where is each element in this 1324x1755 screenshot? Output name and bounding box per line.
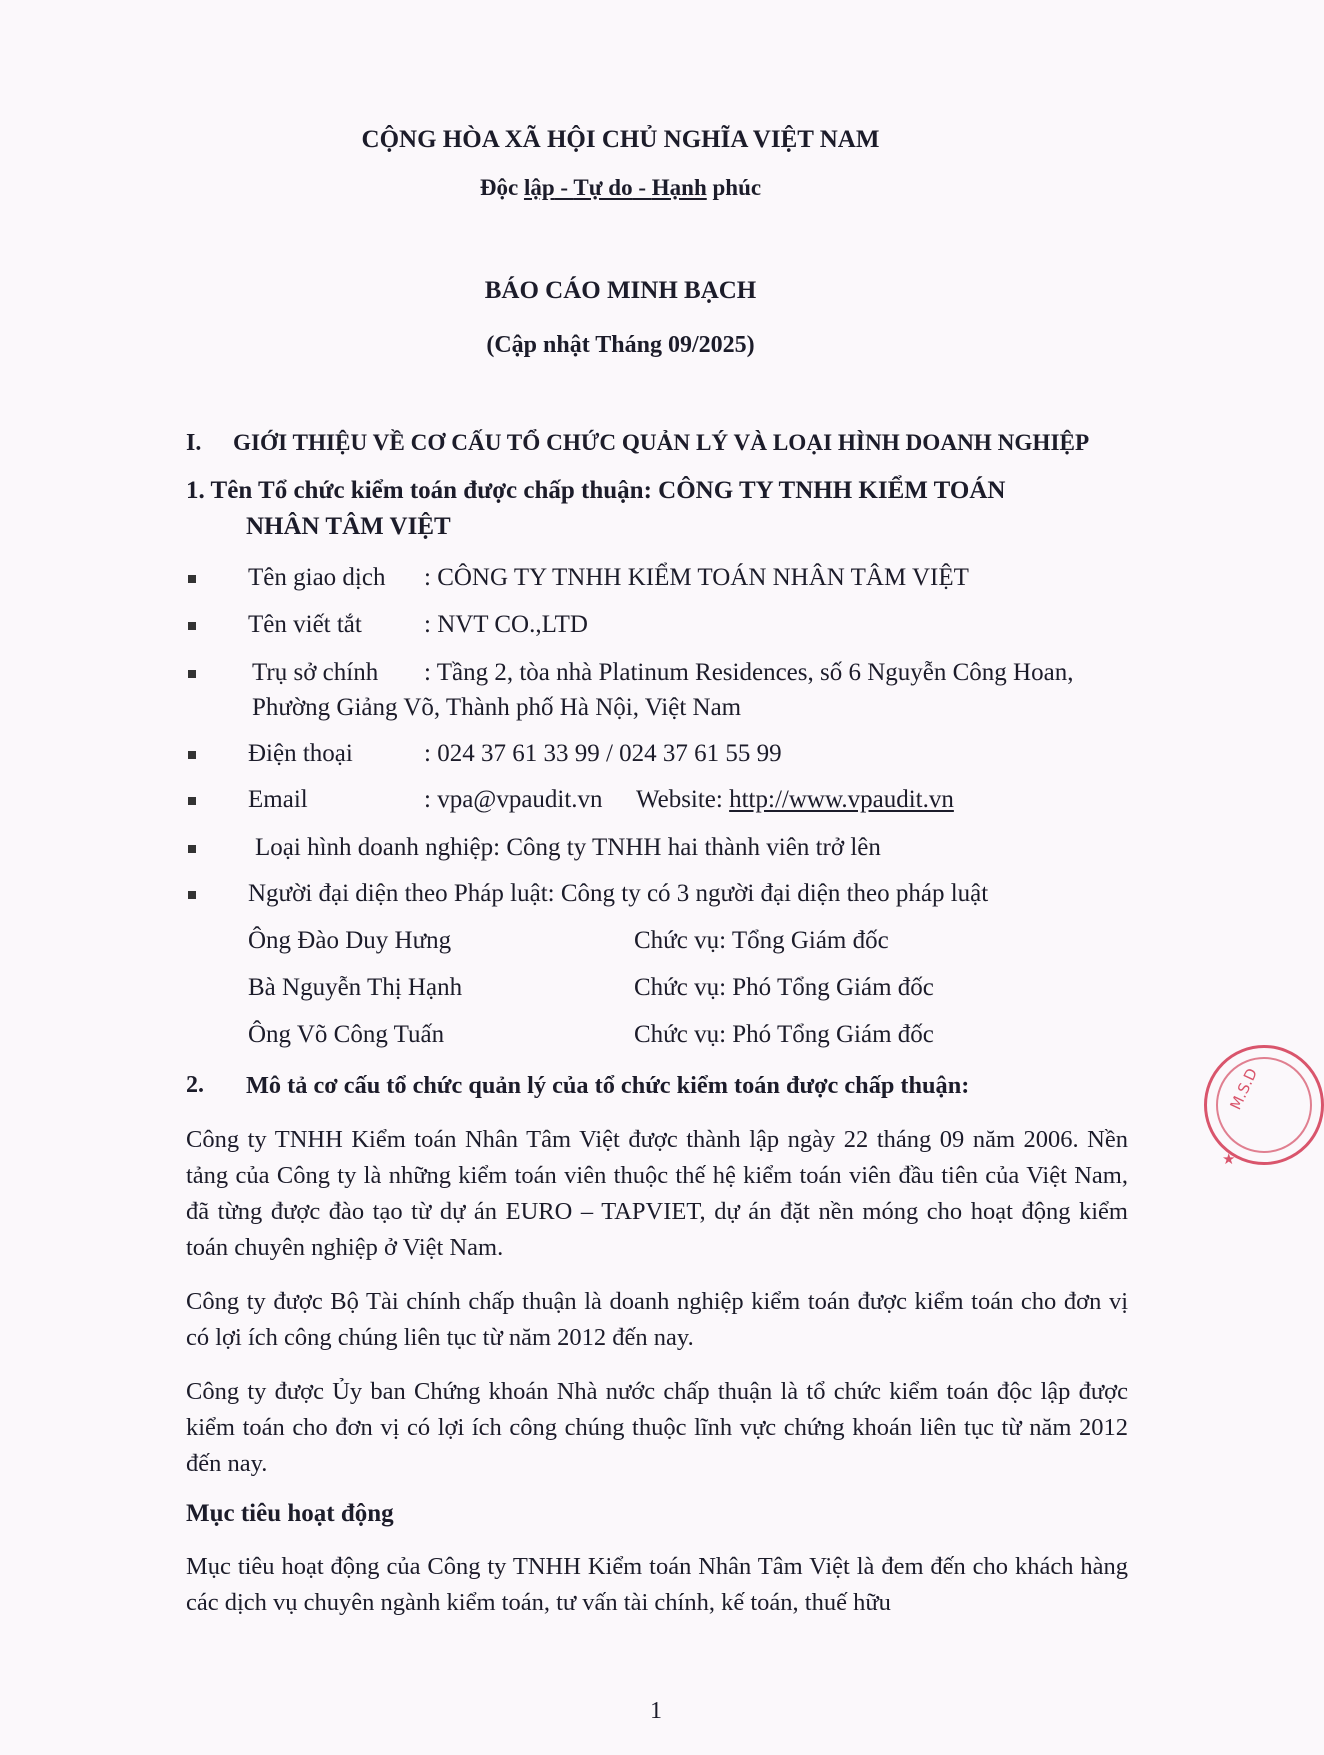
representative-position: Chức vụ: Tổng Giám đốc [634,927,889,954]
field-label: Trụ sở chính [252,659,379,686]
bullet-icon [188,797,196,805]
website-field [636,786,954,814]
website-label: Website: [636,786,730,813]
field-label: Email [248,786,308,813]
representative-name: Ông Đào Duy Hưng [248,927,452,954]
motto-part: phúc [706,175,762,200]
bullet-icon [188,670,196,678]
field-value-cont: Phường Giảng Võ, Thành phố Hà Nội, Việt Nam [252,694,742,721]
section-heading: GIỚI THIỆU VỀ CƠ CẤU TỔ CHỨC QUẢN LÝ VÀ LOẠI HÌNH DOANH NGHIỆP [233,430,1090,456]
paragraph: Mục tiêu hoạt động của Công ty TNHH Kiểm toán Nhân Tâm Việt là đem đến cho khách hàng các dịch vụ chuyên ngành kiểm toán, tư vấn tài chính, kế toán, thuế hữu [186,1553,1128,1616]
representative-name: Bà Nguyễn Thị Hạnh [248,974,463,1001]
field-value: : Tầng 2, tòa nhà Platinum Residences, số 6 Nguyễn Công Hoan, [424,659,1074,686]
bullet-icon [188,751,196,759]
paragraph: Công ty được Ủy ban Chứng khoán Nhà nước chấp thuận là tổ chức kiểm toán độc lập được kiểm toán cho đơn vị có lợi ích công chúng thuộc lĩnh vực chứng khoán liên tục từ năm 2012 đến nay. [186,1378,1128,1477]
seal-text: M.S.D [1226,1065,1262,1113]
nation-title: CỘNG HÒA XÃ HỘI CHỦ NGHĨA VIỆT NAM [361,126,880,153]
field-value: : vpa@vpaudit.vn [424,786,603,813]
item2-number: 2. [186,1072,204,1098]
business-type: Loại hình doanh nghiệp: Công ty TNHH hai thành viên trở lên [255,834,881,861]
motto-part: - [632,175,652,200]
document-title: BÁO CÁO MINH BẠCH [484,277,757,304]
subsection-heading: Mục tiêu hoạt động [186,1500,394,1527]
seal-star-icon: ★ [1222,1150,1236,1168]
item1-heading: 1. Tên Tổ chức kiểm toán được chấp thuận: CÔNG TY TNHH KIỂM TOÁN [186,477,1006,504]
national-motto [0,175,1241,201]
bullet-icon [188,575,196,583]
paragraph: Công ty được Bộ Tài chính chấp thuận là doanh nghiệp kiểm toán được kiểm toán cho đơn vị có lợi ích công chúng liên tục từ năm 2012 đến nay. [186,1288,1128,1351]
document-subtitle: (Cập nhật Tháng 09/2025) [486,332,755,358]
bullet-icon [188,622,196,630]
motto-part: - [554,175,574,200]
paragraph: Công ty TNHH Kiểm toán Nhân Tâm Việt được thành lập ngày 22 tháng 09 năm 2006. Nền tảng của Công ty là những kiểm toán viên thuộc thế hệ kiểm toán viên đầu tiên của Việt Nam, đã từng được đào tạo từ dự án EURO – TAPVIET, dự án đặt nền móng cho hoạt động kiểm toán chuyên nghiệp ở Việt Nam. [186,1126,1128,1261]
motto-part: Tự do [573,175,633,200]
field-value: : CÔNG TY TNHH KIỂM TOÁN NHÂN TÂM VIỆT [424,564,969,591]
motto-part: lập [523,175,555,200]
representative-position: Chức vụ: Phó Tổng Giám đốc [634,1021,934,1048]
field-value: : 024 37 61 33 99 / 024 37 61 55 99 [424,740,782,767]
representative-name: Ông Võ Công Tuấn [248,1021,445,1048]
item2-heading: Mô tả cơ cấu tổ chức quản lý của tổ chức kiểm toán được chấp thuận: [246,1072,970,1099]
item1-heading-cont: NHÂN TÂM VIỆT [246,513,451,540]
field-label: Tên viết tắt [248,611,362,638]
field-label: Điện thoại [248,740,353,767]
representative-position: Chức vụ: Phó Tổng Giám đốc [634,974,934,1001]
representatives-intro: Người đại diện theo Pháp luật: Công ty có 3 người đại diện theo pháp luật [248,880,989,907]
bullet-icon [188,891,196,899]
section-number: I. [186,430,202,456]
field-label: Tên giao dịch [248,564,386,591]
motto-part: Độc [479,175,519,200]
field-value: : NVT CO.,LTD [424,611,588,638]
page-number: 1 [650,1698,662,1724]
website-link[interactable]: http://www.vpaudit.vn [729,786,954,813]
motto-part: Hạnh [651,175,707,200]
bullet-icon [188,845,196,853]
